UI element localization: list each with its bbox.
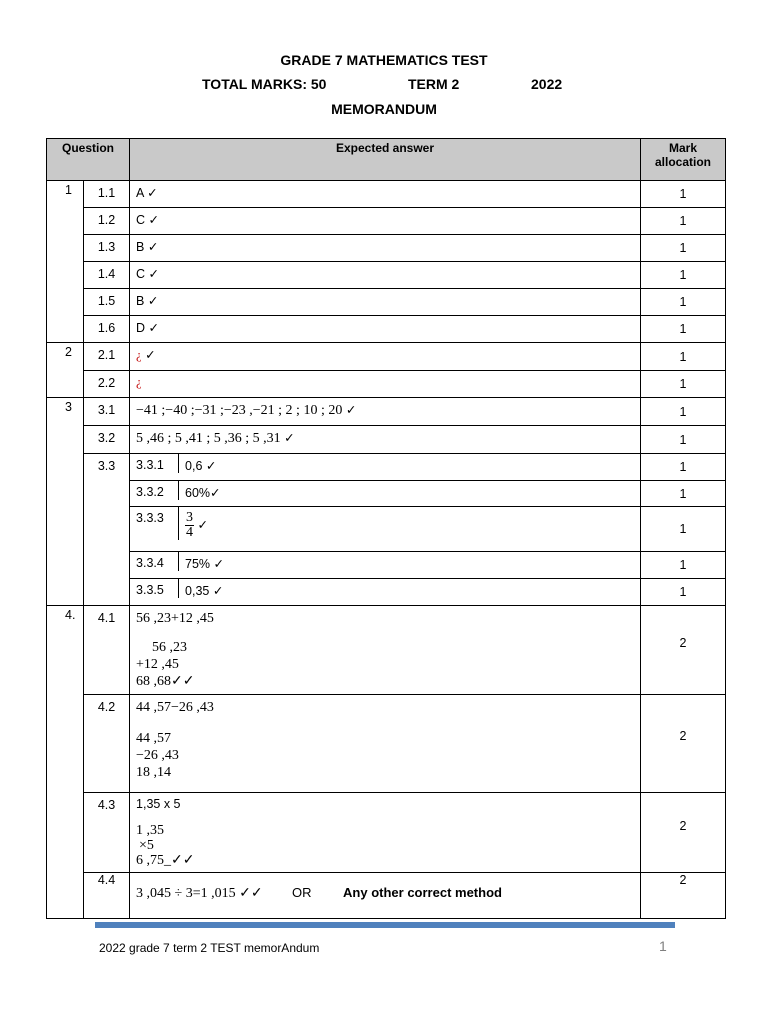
calc-result: 18 ,14 [136,765,172,780]
calc-result: 6 ,75_✓✓ [136,853,195,868]
footer-divider [95,922,675,928]
calc-heading: 1,35 x 5 [136,797,181,811]
answer-cell [130,343,641,371]
mark-cell: 1 [641,235,726,262]
calc-line: 1 ,35 [136,823,165,838]
mark-cell: 2 [641,793,726,873]
calc-result: 68 ,68✓✓ [136,674,195,689]
sub-answer: 75% ✓ [178,552,640,571]
answer-cell [130,507,641,552]
memo-table [46,138,726,919]
mark-cell: 1 [641,426,726,454]
or-label: OR [292,885,312,900]
table-row [47,343,726,371]
subquestion-number: 4.3 [84,793,130,873]
answer-cell [130,454,641,481]
table-row [47,552,726,579]
subquestion-number: 2.2 [84,371,130,398]
mark-cell: 1 [641,371,726,398]
mark-cell: 1 [641,552,726,579]
test-title: GRADE 7 MATHEMATICS TEST [280,52,488,68]
calc-line: ×5 [139,838,154,853]
term-label: TERM 2 [408,76,460,92]
question-number: 2 [47,343,84,398]
question-number: 1 [47,181,84,343]
calc-line: −26 ,43 [136,748,179,763]
mark-cell: 1 [641,579,726,606]
table-row [47,507,726,552]
subquestion-number: 3.2 [84,426,130,454]
calc-heading: 44 ,57−26 ,43 [136,700,214,715]
check-mark: ✓ [345,403,357,417]
subquestion-number: 4.2 [84,695,130,793]
table-row [47,398,726,426]
table-row [47,426,726,454]
subquestion-number: 1.2 [84,208,130,235]
mark-cell: 2 [641,695,726,793]
footer-text: 2022 grade 7 term 2 TEST memorAndum [99,941,320,955]
answer-cell: A ✓ [130,181,641,208]
check-mark: ✓ [145,348,156,362]
subquestion-number: 4.1 [84,606,130,695]
fraction-numerator: 3 [186,510,194,525]
answer-cell [130,552,641,579]
mark-cell: 2 [641,873,726,919]
mark-cell: 2 [641,606,726,695]
total-marks: TOTAL MARKS: 50 [202,76,327,92]
question-number: 4. [47,606,84,919]
calc-line: 56 ,23 [152,640,188,655]
fraction-denominator: 4 [186,525,194,540]
question-header: Question [47,139,130,181]
mark-cell: 1 [641,398,726,426]
check-mark: ✓ [284,431,295,445]
mark-cell: 1 [641,316,726,343]
answer-cell: B ✓ [130,235,641,262]
table-header-row [47,139,726,181]
table-row [47,235,726,262]
mark-cell: 1 [641,289,726,316]
sub-answer: 0,35 ✓ [178,579,640,598]
memorandum-title: MEMORANDUM [331,101,437,117]
answer-expression: 3 ,045 ÷ 3=1 ,015 ✓✓ [136,886,263,901]
mark-cell: 1 [641,208,726,235]
sub-answer: 60%✓ [178,481,640,500]
year-label: 2022 [531,76,563,92]
answer-cell: D ✓ [130,316,641,343]
answer-cell [130,695,641,793]
mark-header: Mark allocation [641,139,726,181]
sub-subquestion-number: 3.3.3 [136,511,164,525]
mark-cell: 1 [641,262,726,289]
answer-expression: −41 ;−40 ;−31 ;−23 ,−21 ; 2 ; 10 ; 20 [136,403,343,418]
answer-cell: B ✓ [130,289,641,316]
subquestion-number: 1.1 [84,181,130,208]
table-row [47,316,726,343]
subquestion-number: 4.4 [84,873,130,919]
subquestion-number: 1.4 [84,262,130,289]
table-row [47,793,726,873]
answer-cell [130,606,641,695]
check-mark: ✓ [197,517,208,532]
subquestion-number: 3.3 [84,454,130,606]
table-row [47,208,726,235]
table-row [47,695,726,793]
answer-cell [130,873,641,919]
mark-cell: 1 [641,454,726,481]
table-row [47,262,726,289]
answer-cell [130,398,641,426]
answer-expression: 5 ,46 ; 5 ,41 ; 5 ,36 ; 5 ,31 [136,431,281,446]
answer-cell [130,579,641,606]
sub-subquestion-number: 3.3.1 [136,458,164,472]
page-number: 1 [659,938,667,954]
sub-subquestion-number: 3.3.5 [136,583,164,597]
subquestion-number: 2.1 [84,343,130,371]
table-row [47,481,726,507]
mark-cell: 1 [641,343,726,371]
table-row [47,181,726,208]
calc-line: 44 ,57 [136,731,172,746]
mark-cell: 1 [641,507,726,552]
table-row [47,579,726,606]
calc-line: +12 ,45 [136,657,179,672]
subquestion-number: 1.6 [84,316,130,343]
table-row [47,371,726,398]
answer-cell: C ✓ [130,208,641,235]
table-row [47,454,726,481]
subquestion-number: 3.1 [84,398,130,426]
answer-symbol: ¿ [136,375,142,389]
question-number: 3 [47,398,84,606]
sub-subquestion-number: 3.3.2 [136,485,164,499]
answer-cell [130,371,641,398]
answer-cell [130,793,641,873]
subquestion-number: 1.5 [84,289,130,316]
subquestion-number: 1.3 [84,235,130,262]
fraction [185,511,194,540]
answer-header: Expected answer [130,139,641,181]
table-row [47,873,726,919]
other-method-label: Any other correct method [343,885,502,900]
table-row [47,289,726,316]
answer-cell [130,481,641,507]
table-row [47,606,726,695]
mark-cell: 1 [641,481,726,507]
sub-answer: 0,6 ✓ [178,454,640,473]
sub-subquestion-number: 3.3.4 [136,556,164,570]
calc-heading: 56 ,23+12 ,45 [136,611,214,626]
answer-cell: C ✓ [130,262,641,289]
mark-cell: 1 [641,181,726,208]
answer-cell [130,426,641,454]
answer-symbol: ¿ [136,348,142,362]
